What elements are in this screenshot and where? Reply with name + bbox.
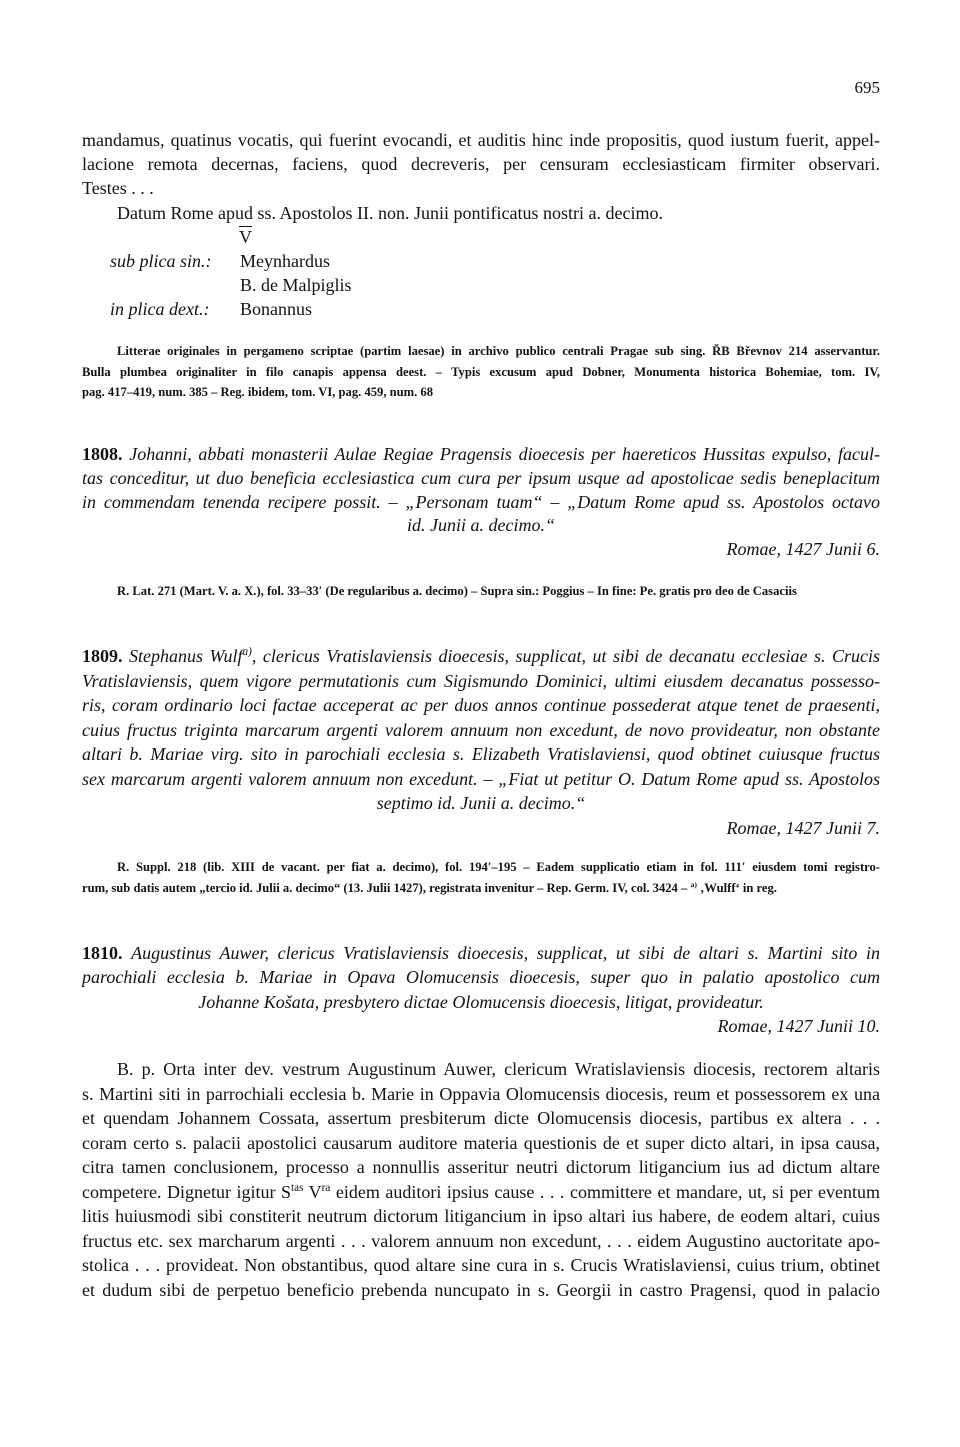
abbreviation-superscript: tas	[291, 1181, 304, 1194]
signature-row	[82, 249, 880, 273]
text-line: litis huiusmodi sibi constiterit neutrum dictorum litigancium in ipso altari ius habere, de eodem altari, cuius	[82, 1206, 880, 1227]
text-line: et dudum sibi de perpetuo beneficio prebenda nuncupato in s. Georgii in castro Pragensi, quod in palacio	[82, 1279, 880, 1300]
note-line: R. Suppl. 218 (lib. XIII de vacant. per fiat a. decimo), fol. 194′–195 – Eadem supplicatio etiam in fol. 111′ eiusdem tomi registro-	[117, 860, 880, 874]
text-line: s. Martini siti in parrochiali ecclesia b. Marie in Oppavia Olomucensis diocesis, reum et possessorem ex una	[82, 1083, 880, 1104]
preceding-document-ending	[82, 128, 880, 322]
note-text-part: ‚Wulff‘ in reg.	[696, 880, 777, 895]
text-line: citra tamen conclusionem, processo a nonnullis asseritur neutri dictorum litigancium ius ad dictum altare	[82, 1157, 880, 1178]
text-line	[82, 1180, 880, 1205]
note-line: R. Lat. 271 (Mart. V. a. X.), fol. 33–33′ (De regularibus a. decimo) – Supra sin.: Poggius – In fine: Pe. gratis pro deo de Casaciis	[117, 584, 797, 598]
entry-number: 1808.	[82, 444, 123, 464]
datum-line: Datum Rome apud ss. Apostolos II. non. Junii pontificatus nostri a. decimo.	[117, 202, 663, 223]
regest-line: in commendam tenenda recipere possit. – „Personam tuam“ – „Datum Rome apud ss. Apostolos octavo	[82, 491, 880, 512]
entry-heading-line	[82, 644, 880, 669]
place-date: Romae, 1427 Junii 10.	[717, 1015, 880, 1036]
signature-row	[82, 273, 880, 297]
note-line: Litterae originales in pergameno scriptae (partim laesae) in archivo publico centrali Pragae sub sing. ŘB Břevnov 214 asservantur.	[117, 344, 880, 358]
text-line: B. p. Orta inter dev. vestrum Augustinum Auwer, clericum Wratislaviensis diocesis, rectorem altaris	[117, 1059, 880, 1079]
regest-text-part: , clericus Vratislaviensis dioecesis, supplicat, ut sibi de decanatu ecclesiae s. Crucis	[251, 646, 881, 666]
signature-name: Meynhardus	[240, 251, 330, 272]
page-number: 695	[854, 78, 880, 97]
regest-line: cuius fructus triginta marcarum argenti valorem annuum non excedunt, de novo provideatur, non obstante	[82, 719, 880, 740]
supplication-text	[82, 1057, 880, 1302]
note-line	[82, 878, 880, 899]
text-line: mandamus, quatinus vocatis, qui fuerint evocandi, et auditis hinc inde propositis, quod iustum fuerit, appel-	[82, 130, 880, 150]
place-date: Romae, 1427 Junii 7.	[726, 817, 880, 838]
signature-position	[110, 273, 240, 297]
text-line: fructus etc. sex marcharum argenti . . . valorem annuum non excedunt, . . . eidem Augustino auctoritate apo-	[82, 1230, 880, 1251]
entry-1810	[82, 941, 880, 1038]
note-text-part: rum, sub datis autem „tercio id. Julii a. decimo“ (13. Julii 1427), registrata invenitur – Rep. Germ. IV, col. 3424 –	[82, 880, 691, 895]
regest-line: id. Junii a. decimo.“	[407, 515, 555, 536]
signature-name: Bonannus	[240, 299, 312, 320]
regest-text: Johanni, abbati monasterii Aulae Regiae Pragensis dioecesis per haereticos Hussitas expulso, facul-	[129, 444, 880, 464]
entry-heading-line	[82, 443, 880, 467]
chancery-mark	[82, 225, 880, 249]
regest-text: Augustinus Auwer, clericus Vratislaviensis dioecesis, supplicat, ut sibi de altari s. Martini sito in	[131, 943, 880, 963]
regest-line: Vratislaviensis, quem vigore permutationis cum Sigismundo Dominici, ultimi eiusdem decanatus possesso-	[82, 670, 880, 691]
signature-position: sub plica sin.:	[110, 251, 212, 272]
regest-line: ris, coram ordinario loci factae acceperat ac per duos annos continue possederat atque tenet de praesenti,	[82, 695, 880, 715]
archival-note	[82, 341, 880, 403]
footnote-mark: a)	[690, 879, 697, 889]
regest-line: parochiali ecclesia b. Mariae in Opava Olomucensis dioecesis, super quo in palatio apostolico cum	[82, 967, 880, 988]
regest-text	[129, 646, 880, 666]
regest-line: tas conceditur, ut duo beneficia ecclesiastica cum cura per ipsum usque ad apostolicae sedis beneplacitum	[82, 467, 880, 488]
archival-note	[82, 581, 880, 601]
note-line: Bulla plumbea originaliter in filo canapis appensa deest. – Typis excusum apud Dobner, Monumenta historica Bohemiae, tom. IV,	[82, 364, 880, 379]
entry-number: 1810.	[82, 943, 123, 963]
entry-heading-line	[82, 941, 880, 965]
entry-1809	[82, 644, 880, 840]
text-line: coram certo s. palacii apostolici causarum auditore materia questionis de et super dicto altari, in ipsa causa,	[82, 1132, 880, 1153]
entry-1808	[82, 443, 880, 562]
text-line: Testes . . .	[82, 178, 154, 199]
regest-line: septimo id. Junii a. decimo.“	[376, 793, 586, 813]
entry-number: 1809.	[82, 646, 123, 666]
note-line: pag. 417–419, num. 385 – Reg. ibidem, tom. VI, pag. 459, num. 68	[82, 385, 434, 399]
text-part: competere. Dignetur igitur S	[82, 1181, 292, 1202]
text-part: eidem auditori ipsius cause . . . committere et mandare, ut, si per eventum	[330, 1181, 880, 1202]
regest-text-part: Stephanus Wulf	[129, 646, 243, 666]
signature-position: in plica dext.:	[110, 299, 210, 320]
abbreviation-superscript: ra	[321, 1181, 331, 1194]
regest-line: sex marcarum argenti valorem annuum non excedunt. – „Fiat ut petitur O. Datum Rome apud ss. Apostolos	[82, 768, 880, 789]
chancery-mark-letter: $\overline{V}$	[239, 226, 252, 247]
text-line: et quendam Johannem Cossata, assertum presbiterum dicte Olomucensis diocesis, partibus ex altera . . .	[82, 1108, 880, 1129]
archival-note	[82, 857, 880, 898]
text-part: V	[303, 1181, 322, 1202]
regest-line: Johanne Košata, presbytero dictae Olomucensis dioecesis, litigat, provideatur.	[198, 991, 764, 1012]
text-line: lacione remota decernas, faciens, quod decreveris, per censuram ecclesiasticam firmiter observari.	[82, 154, 880, 175]
place-date: Romae, 1427 Junii 6.	[726, 539, 880, 560]
signature-name: B. de Malpiglis	[240, 275, 352, 296]
signature-row	[82, 297, 880, 321]
footnote-mark: a)	[242, 646, 252, 658]
regest-line: altari b. Mariae virg. sito in parochiali ecclesia s. Elizabeth Vratislaviensi, quod obtinet cuiusque fructus	[82, 744, 880, 764]
text-line: stolica . . . provideat. Non obstantibus, quod altare sine cura in s. Crucis Wratislaviensi, cuius trium, obtinet	[82, 1255, 880, 1276]
